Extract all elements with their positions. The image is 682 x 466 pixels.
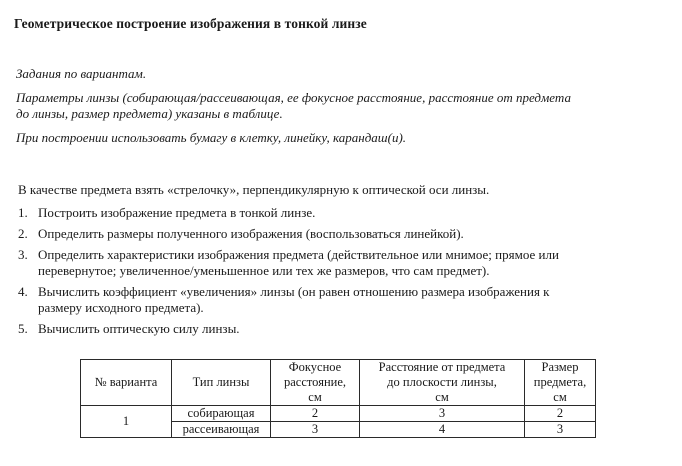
header-object-size [525,360,596,406]
task-text-line: перевернутое; увеличенное/уменьшенное или тех же размеров, что сам предмет). [38,263,490,278]
task-text [38,284,658,316]
task-text-line: Определить характеристики изображения предмета (действительное или мнимое; прямое или [38,247,559,262]
header-object-distance [360,360,525,406]
document-title: Геометрическое построение изображения в тонкой линзе [14,16,367,31]
list-item [18,205,658,221]
task-number: 4. [18,284,28,299]
header-text: см [553,390,567,404]
task-text-line: Определить размеры полученного изображения (воспользоваться линейкой). [38,226,464,241]
header-text: Расстояние от предмета [378,360,506,374]
lens-type-cell: рассеивающая [172,422,271,438]
object-size-cell: 3 [525,422,596,438]
object-distance-cell: 4 [360,422,525,438]
task-text-line: Вычислить оптическую силу линзы. [38,321,240,336]
header-lens-type: Тип линзы [172,360,271,406]
header-text: Фокусное [288,360,342,374]
header-text: см [308,390,322,404]
header-focal-length [271,360,360,406]
header-text: Размер [541,360,579,374]
list-item [18,321,658,337]
task-intro: В качестве предмета взять «стрелочку», перпендикулярную к оптической оси линзы. [18,182,490,197]
intro-params-line-1: Параметры линзы (собирающая/рассеивающая, ее фокусное расстояние, расстояние от предмета [16,90,571,105]
task-number: 2. [18,226,28,241]
header-text: см [435,390,449,404]
lens-type-cell: собирающая [172,406,271,422]
task-text [38,247,658,279]
task-text-line: Построить изображение предмета в тонкой линзе. [38,205,316,220]
list-item [18,247,658,279]
task-number: 1. [18,205,28,220]
task-text-line: Вычислить коэффициент «увеличения» линзы (он равен отношению размера изображения к [38,284,550,299]
task-text [38,321,658,337]
task-number: 3. [18,247,28,262]
header-text: расстояние, [283,375,346,389]
task-number: 5. [18,321,28,336]
focal-length-cell: 2 [271,406,360,422]
parameters-table [80,359,596,438]
list-item [18,226,658,242]
header-text: предмета, [533,375,587,389]
table-row [81,406,596,422]
intro-params-line-2: до линзы, размер предмета) указаны в таблице. [16,106,283,121]
focal-length-cell: 3 [271,422,360,438]
table-header-row [81,360,596,406]
variant-cell: 1 [81,406,172,438]
object-distance-cell: 3 [360,406,525,422]
task-text-line: размеру исходного предмета). [38,300,204,315]
task-text [38,205,658,221]
intro-tools-line: При построении использовать бумагу в клетку, линейку, карандаш(и). [16,130,407,145]
header-text: до плоскости линзы, [387,375,497,389]
object-size-cell: 2 [525,406,596,422]
intro-variants-line: Задания по вариантам. [16,66,147,81]
task-text [38,226,658,242]
task-list [18,205,658,342]
list-item [18,284,658,316]
header-variant: № варианта [81,360,172,406]
